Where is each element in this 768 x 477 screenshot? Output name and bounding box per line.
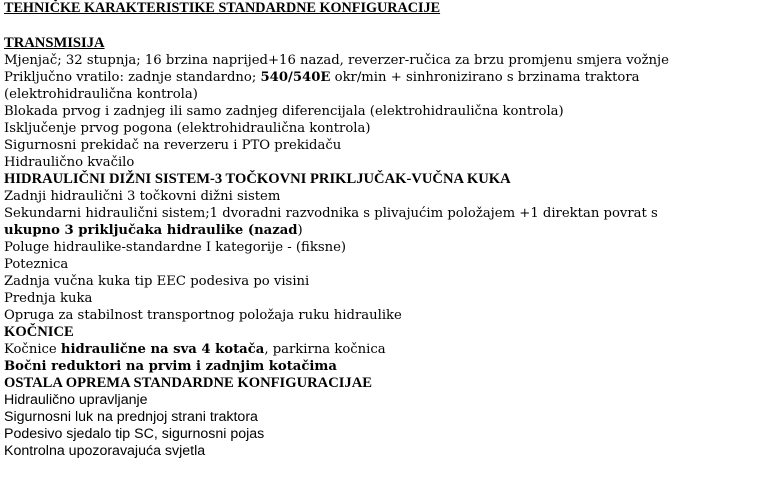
front-drive-spec: Isključenje prvog pogona (elektrohidraulična kontrola) [4, 121, 371, 136]
arms-spec: Poluge hidraulike-standardne I kategorije - (fiksne) [4, 240, 347, 255]
section-heading-brakes: KOČNICE [4, 324, 74, 340]
secondary-hydraulics-spec: Sekundarni hidraulični sistem;1 dvoradni razvodnika s plivajućim položajem +1 direktan povrat s [4, 206, 658, 221]
warning-lights-spec: Kontrolna upozoravajuća svjetla [4, 443, 206, 459]
couplers-close: ) [297, 223, 303, 238]
spring-spec: Opruga za stabilnost transportnog položaja ruku hidraulike [4, 308, 402, 323]
steering-spec: Hidraulično upravljanje [4, 392, 148, 408]
pto-spec-continued: (elektrohidraulična kontrola) [4, 87, 198, 102]
pto-suffix: okr/min + sinhronizirano s brzinama traktora [330, 70, 640, 85]
couplers-spec [4, 222, 303, 239]
rollbar-spec: Sigurnosni luk na prednjoj strani traktora [4, 409, 258, 425]
gearbox-spec: Mjenjač; 32 stupnja; 16 brzina naprijed+16 nazad, reverzer-ručica za brzu promjenu smjera vožnje [4, 53, 669, 68]
diff-lock-spec: Blokada prvog i zadnjeg ili samo zadnjeg diferencijala (elektrohidraulična kontrola) [4, 104, 564, 119]
rear-lift-spec: Zadnji hidraulični 3 točkovni dižni sistem [4, 189, 281, 204]
front-hook-spec: Prednja kuka [4, 291, 93, 306]
reducers-spec: Bočni reduktori na prvim i zadnjim kotačima [4, 359, 337, 374]
seat-spec: Podesivo sjedalo tip SC, sigurnosni pojas [4, 426, 265, 442]
section-heading-transmission: TRANSMISIJA [4, 35, 105, 51]
safety-switch-spec: Sigurnosni prekidač na reverzeru i PTO prekidaču [4, 138, 342, 153]
rear-hook-spec: Zadnja vučna kuka tip EEC podesiva po visini [4, 274, 310, 289]
brakes-suffix: , parkirna kočnica [264, 342, 386, 357]
pto-prefix: Priključno vratilo: zadnje standardno; [4, 70, 261, 85]
drawbar-spec: Poteznica [4, 257, 69, 272]
section-heading-other-equipment: OSTALA OPREMA STANDARDNE KONFIGURACIJAE [4, 375, 372, 391]
brakes-spec [4, 341, 386, 358]
couplers-count: ukupno 3 priključaka hidraulike (nazad [4, 223, 298, 238]
section-heading-hydraulics: HIDRAULIČNI DIŽNI SISTEM-3 TOČKOVNI PRIKLJUČAK-VUČNA KUKA [4, 171, 511, 187]
pto-speed: 540/540E [260, 70, 331, 85]
brakes-type: hidraulične na sva 4 kotača [60, 342, 265, 357]
pto-spec [4, 69, 640, 86]
hitch-spec: Hidraulično kvačilo [4, 155, 135, 170]
brakes-prefix: Kočnice [4, 342, 61, 357]
document-title: TEHNIČKE KARAKTERISTIKE STANDARDNE KONFIGURACIJE [4, 0, 441, 16]
